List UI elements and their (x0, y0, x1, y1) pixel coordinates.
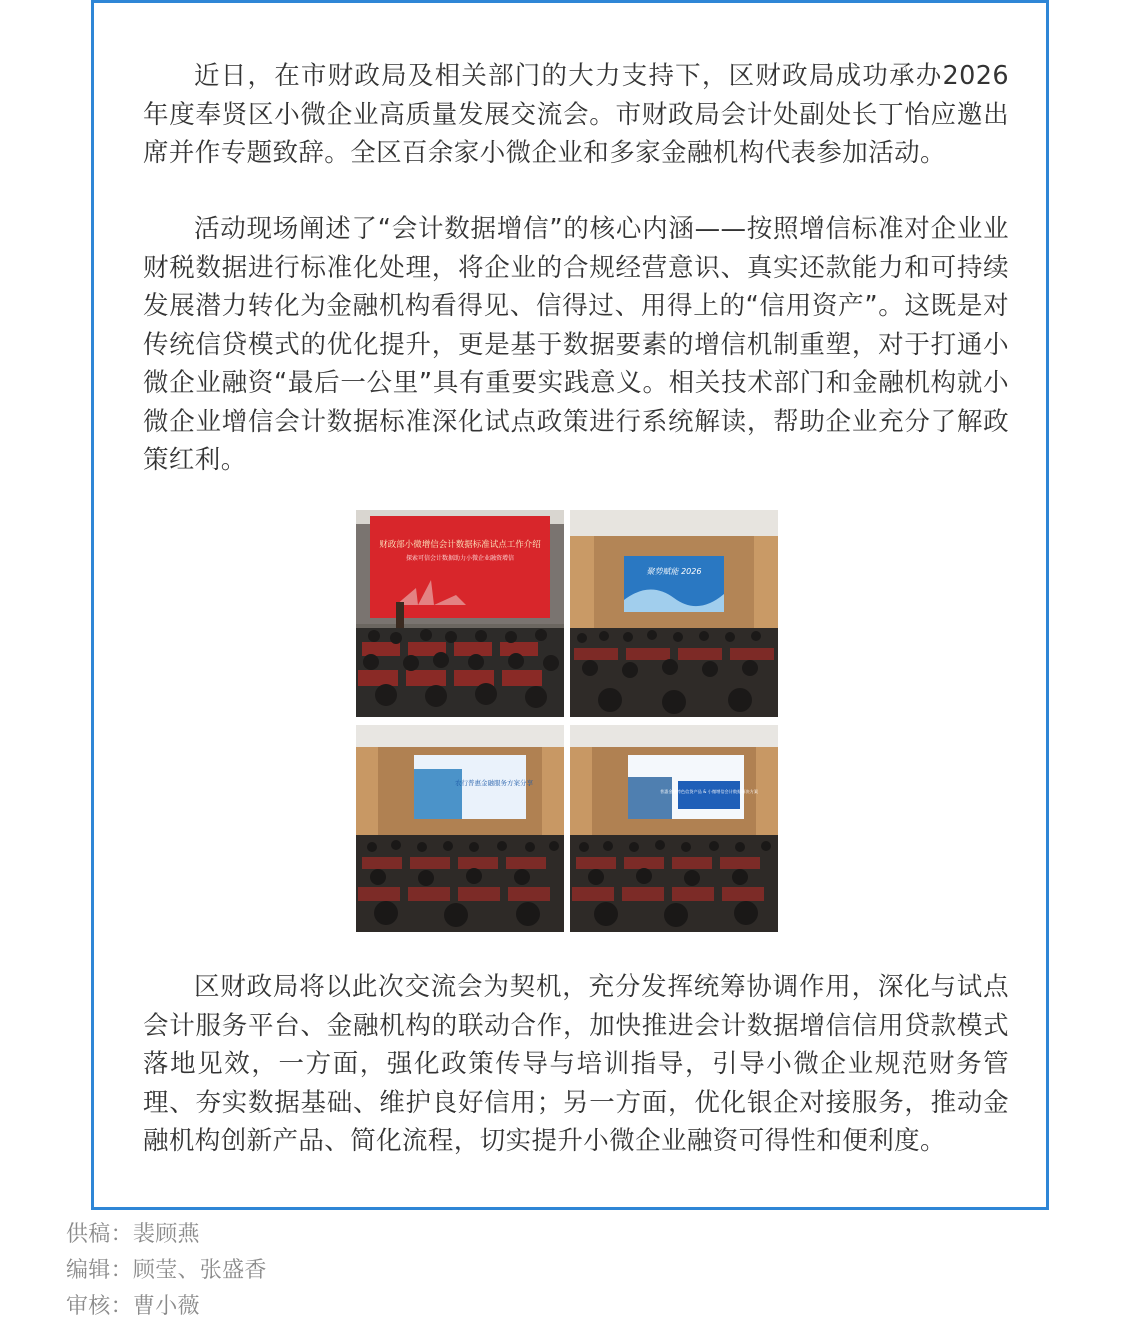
event-photo-light-screen[interactable] (356, 725, 564, 932)
credit-editor: 编辑：顾莹、张盛香 (66, 1258, 267, 1283)
event-photo-grid (356, 510, 777, 932)
credit-contributor: 供稿：裴顾燕 (66, 1222, 200, 1247)
photo-1-screen-subtitle: 探索可信会计数据助力小微企业融资增信 (405, 555, 515, 562)
article-credits (66, 1217, 267, 1325)
article-paragraph-intro: 近日，在市财政局及相关部门的大力支持下，区财政局成功承办2026年度奉贤区小微企业高质量发展交流会。市财政局会计处副处长丁怡应邀出席并作专题致辞。全区百余家小微企业和多家金融机构代表参加活动。 (143, 61, 1009, 168)
event-photo-blue-screen[interactable] (570, 510, 778, 717)
event-photo-dark-blue-screen[interactable] (570, 725, 778, 932)
photo-3-screen-title: 农行普惠金融服务方案分享 (455, 779, 533, 787)
event-photo-red-screen[interactable] (356, 510, 564, 717)
event-photo-1-illustration (356, 510, 564, 717)
article-paragraph-plan: 区财政局将以此次交流会为契机，充分发挥统筹协调作用，深化与试点会计服务平台、金融机构的联动合作，加快推进会计数据增信信用贷款模式落地见效，一方面，强化政策传导与培训指导，引导小微企业规范财务管理、夯实数据基础、维护良好信用；另一方面，优化银企对接服务，推动金融机构创新产品、简化流程，切实提升小微企业融资可得性和便利度。 (143, 972, 1009, 1156)
photo-4-screen-title: 普惠金融特色信贷产品 & 小微增信会计数据解决方案 (659, 789, 759, 794)
article-frame (91, 0, 1049, 1210)
photo-1-screen-title: 财政部小微增信会计数据标准试点工作介绍 (379, 540, 541, 550)
photo-4-screen (678, 781, 740, 809)
article-paragraph-content: 活动现场阐述了“会计数据增信”的核心内涵——按照增信标准对企业业财税数据进行标准化处理，将企业的合规经营意识、真实还款能力和可持续发展潜力转化为金融机构看得见、信得过、用得上的“信用资产”。这既是对传统信贷模式的优化提升，更是基于数据要素的增信机制重塑，对于打通小微企业融资“最后一公里”具有重要实践意义。相关技术部门和金融机构就小微企业增信会计数据标准深化试点政策进行系统解读，帮助企业充分了解政策红利。 (143, 214, 1009, 475)
event-photo-4-illustration (570, 725, 778, 932)
photo-2-screen-title: 聚势赋能 2026 (646, 567, 702, 576)
credit-reviewer: 审核：曹小薇 (66, 1294, 200, 1319)
event-photo-2-illustration (570, 510, 778, 717)
event-photo-3-illustration (356, 725, 564, 932)
